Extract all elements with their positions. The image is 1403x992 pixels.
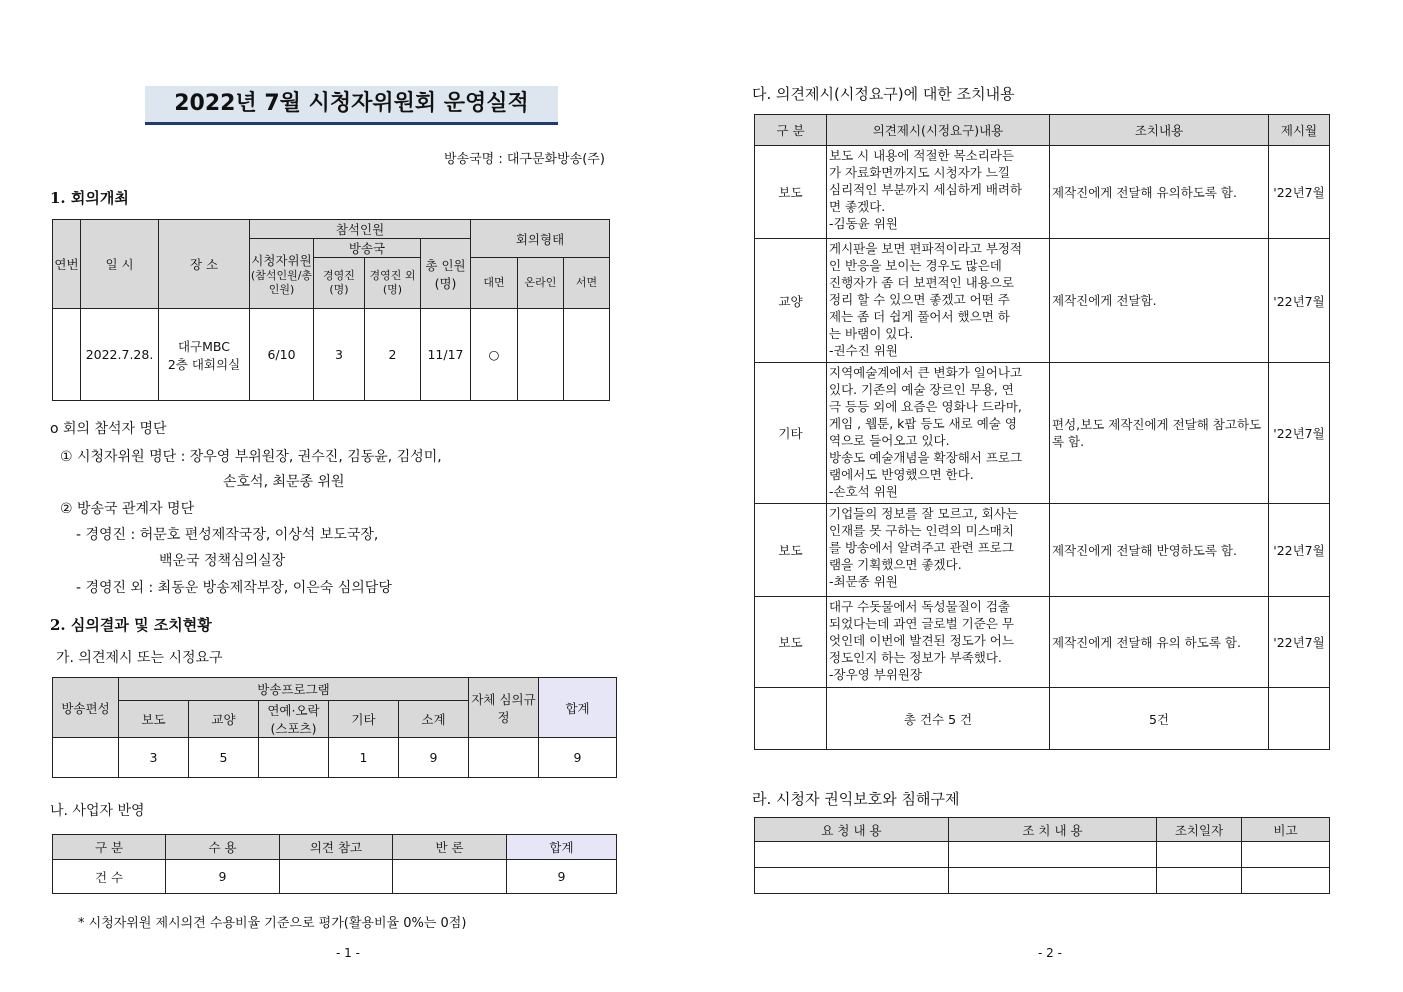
c-content xyxy=(827,363,1050,504)
b-reject xyxy=(393,860,507,894)
attendee-line: 손호석, 최문종 위원 xyxy=(223,474,345,490)
b-accept: 9 xyxy=(166,860,280,894)
page-title: 2022년 7월 시청자위원회 운영실적 xyxy=(145,86,558,125)
row-viewer: 6/10 xyxy=(250,309,314,401)
c-content xyxy=(827,146,1050,239)
c-line: -손호석 위원 xyxy=(829,484,898,499)
sub-b-heading: 나. 사업자 반영 xyxy=(50,803,145,819)
c-div: 보도 xyxy=(755,504,827,597)
c-div: 교양 xyxy=(755,239,827,363)
h-place: 장 소 xyxy=(159,220,250,309)
sub-d-heading: 라. 시청자 권익보호와 침해구제 xyxy=(752,790,960,808)
a-etc: 1 xyxy=(329,738,399,778)
row-written xyxy=(564,309,610,401)
h-sched: 방송편성 xyxy=(53,678,119,738)
h-req: 요 청 내 용 xyxy=(755,818,949,842)
row-no xyxy=(53,309,81,401)
c-div: 보도 xyxy=(755,597,827,688)
a-news: 3 xyxy=(119,738,189,778)
a-sum: 9 xyxy=(539,738,617,778)
d-cell xyxy=(1242,842,1330,868)
row-exec: 3 xyxy=(314,309,365,401)
h-act: 조 치 내 용 xyxy=(949,818,1157,842)
c-content xyxy=(827,504,1050,597)
c-line: 인 반응을 보이는 경우도 많은데 xyxy=(829,258,1002,273)
b-label: 건 수 xyxy=(53,860,166,894)
a-edu: 5 xyxy=(189,738,259,778)
h-total: 총 인원 (명) xyxy=(421,239,471,309)
h-div: 구 분 xyxy=(53,835,166,860)
row-date: 2022.7.28. xyxy=(81,309,159,401)
page-number-2: - 2 - xyxy=(1038,946,1062,960)
row-total: 11/17 xyxy=(421,309,471,401)
h-action: 조치내용 xyxy=(1050,115,1269,146)
row-place-2: 2층 대회의실 xyxy=(167,356,241,372)
c-month: '22년7월 xyxy=(1269,146,1330,239)
c-total-label: 총 건수 5 건 xyxy=(827,688,1050,750)
h-div: 구 분 xyxy=(755,115,827,146)
c-line: 인재를 못 구하는 인력의 미스매치 xyxy=(829,523,1014,538)
c-line: 진행자가 좀 더 보편적인 내용으로 xyxy=(829,275,1014,290)
c-action: 편성,보도 제작진에게 전달해 참고하도록 함. xyxy=(1050,363,1269,504)
c-line: 램을 기획했으면 좋겠다. xyxy=(829,557,962,572)
c-line: 정리 할 수 있으면 좋겠고 어떤 주 xyxy=(829,292,1010,307)
h-viewer-sub: (참석인원/총인원) xyxy=(250,268,313,296)
meeting-table xyxy=(52,219,610,401)
h-written: 서면 xyxy=(564,258,610,309)
h-sum: 합계 xyxy=(539,678,617,738)
a-sched xyxy=(53,738,119,778)
h-accept: 수 용 xyxy=(166,835,280,860)
c-line: 램에서도 반영했으면 한다. xyxy=(829,467,974,482)
h-face: 대면 xyxy=(471,258,518,309)
c-line: -최문종 위원 xyxy=(829,574,898,589)
h-self: 자체 심의규정 xyxy=(469,678,539,738)
a-self xyxy=(469,738,539,778)
d-cell xyxy=(1157,868,1242,894)
c-content xyxy=(827,239,1050,363)
h-etc: 기타 xyxy=(329,701,399,738)
c-line: 대구 수돗물에서 독성물질이 검출 xyxy=(829,599,1010,614)
h-nonexec: 경영진 외(명) xyxy=(365,258,421,309)
c-month: '22년7월 xyxy=(1269,239,1330,363)
row-online xyxy=(518,309,564,401)
c-action: 제작진에게 전달해 유의하도록 함. xyxy=(1050,146,1269,239)
h-date: 일 시 xyxy=(81,220,159,309)
c-line: 면 좋겠다. xyxy=(829,199,886,214)
c-line: 게시판을 보면 편파적이라고 부정적 xyxy=(829,241,1023,256)
c-content xyxy=(827,597,1050,688)
d-cell xyxy=(1242,868,1330,894)
c-total-action: 5건 xyxy=(1050,688,1269,750)
broadcaster-name: 방송국명 : 대구문화방송(주) xyxy=(444,152,605,167)
h-month: 제시월 xyxy=(1269,115,1330,146)
c-line: 기업들의 정보를 잘 모르고, 회사는 xyxy=(829,506,1018,521)
h-exec: 경영진(명) xyxy=(314,258,365,309)
a-ent xyxy=(259,738,329,778)
attendee-line: ① 시청자위원 명단 : 장우영 부위원장, 권수진, 김동윤, 김성미, xyxy=(60,449,442,465)
row-nonexec: 2 xyxy=(365,309,421,401)
footnote: * 시청자위원 제시의견 수용비율 기준으로 평가(활용비율 0%는 0점) xyxy=(78,916,467,931)
row-face: ○ xyxy=(471,309,518,401)
c-div: 보도 xyxy=(755,146,827,239)
attendee-line: ② 방송국 관계자 명단 xyxy=(60,501,195,517)
d-cell xyxy=(949,868,1157,894)
c-line: 방송도 예술개념을 확장해서 프로그 xyxy=(829,450,1023,465)
h-edu: 교양 xyxy=(189,701,259,738)
h-attend: 참석인원 xyxy=(250,220,471,239)
attendee-line: 백운국 정책심의실장 xyxy=(159,553,286,569)
c-action: 제작진에게 전달해 유의 하도록 함. xyxy=(1050,597,1269,688)
c-line: 는 바램이 있다. xyxy=(829,326,914,341)
c-line: -김동윤 위원 xyxy=(829,216,898,231)
h-station: 방송국 xyxy=(314,239,421,258)
b-ref xyxy=(280,860,393,894)
c-line: 있다. 기존의 예술 장르인 무용, 연 xyxy=(829,382,1014,397)
h-sub: 소계 xyxy=(399,701,469,738)
h-ref: 의견 참고 xyxy=(280,835,393,860)
c-line: -장우영 부위원장 xyxy=(829,667,923,682)
h-ent: 연예·오락(스포츠) xyxy=(259,701,329,738)
table-d xyxy=(754,817,1330,894)
h-form: 회의형태 xyxy=(471,220,610,258)
c-total-month xyxy=(1269,688,1330,750)
h-no: 연번 xyxy=(53,220,81,309)
d-cell xyxy=(949,842,1157,868)
c-month: '22년7월 xyxy=(1269,363,1330,504)
c-div: 기타 xyxy=(755,363,827,504)
c-line: 역으로 들어오고 있다. xyxy=(829,433,950,448)
sub-a-heading: 가. 의견제시 또는 시정요구 xyxy=(56,650,223,666)
c-action: 제작진에게 전달해 반영하도록 함. xyxy=(1050,504,1269,597)
c-line: 게임 , 웹툰, k팝 등도 새로 예술 영 xyxy=(829,416,1017,431)
attendees-title: o 회의 참석자 명단 xyxy=(50,421,167,437)
table-a xyxy=(52,677,617,778)
attendee-line: - 경영진 외 : 최동운 방송제작부장, 이은숙 심의담당 xyxy=(76,580,392,596)
c-line: 심리적인 부분까지 세심하게 배려하 xyxy=(829,182,1023,197)
table-c xyxy=(754,114,1330,750)
c-line: 지역예술계에서 큰 변화가 일어나고 xyxy=(829,365,1023,380)
h-news: 보도 xyxy=(119,701,189,738)
h-date: 조치일자 xyxy=(1157,818,1242,842)
d-cell xyxy=(1157,842,1242,868)
h-sum: 합계 xyxy=(507,835,617,860)
c-month: '22년7월 xyxy=(1269,504,1330,597)
h-content: 의견제시(시정요구)내용 xyxy=(827,115,1050,146)
table-b xyxy=(52,834,617,894)
c-total-empty xyxy=(755,688,827,750)
c-line: 제는 좀 더 쉽게 풀어서 했으면 하 xyxy=(829,309,1010,324)
h-online: 온라인 xyxy=(518,258,564,309)
a-sub: 9 xyxy=(399,738,469,778)
c-line: 를 방송에서 알려주고 관련 프로그 xyxy=(829,540,1014,555)
row-place-1: 대구MBC xyxy=(177,338,231,354)
h-program: 방송프로그램 xyxy=(119,678,469,701)
b-sum: 9 xyxy=(507,860,617,894)
h-viewer xyxy=(250,239,314,309)
section-1-heading: 1. 회의개최 xyxy=(50,189,129,207)
c-line: 보도 시 내용에 적절한 목소리라든 xyxy=(829,148,1014,163)
c-line: 극 등등 외에 요즘은 영화나 드라마, xyxy=(829,399,1022,414)
h-reject: 반 론 xyxy=(393,835,507,860)
page-number-1: - 1 - xyxy=(336,946,360,960)
c-line: -권수진 위원 xyxy=(829,343,898,358)
h-note: 비고 xyxy=(1242,818,1330,842)
c-line: 정도인지 하는 정보가 부족했다. xyxy=(829,650,1002,665)
c-line: 엇인데 이번에 발견된 정도가 어느 xyxy=(829,633,1014,648)
row-place xyxy=(159,309,250,401)
c-action: 제작진에게 전달함. xyxy=(1050,239,1269,363)
c-line: 되었다는데 과연 글로벌 기준은 무 xyxy=(829,616,1014,631)
c-month: '22년7월 xyxy=(1269,597,1330,688)
c-line: 가 자료화면까지도 시청자가 느낄 xyxy=(829,165,1010,180)
sub-c-heading: 다. 의견제시(시정요구)에 대한 조치내용 xyxy=(752,85,1015,103)
attendee-line: - 경영진 : 허문호 편성제작국장, 이상석 보도국장, xyxy=(76,527,379,543)
section-2-heading: 2. 심의결과 및 조치현황 xyxy=(50,616,212,634)
h-viewer-label: 시청자위원 xyxy=(251,252,312,268)
d-cell xyxy=(755,868,949,894)
d-cell xyxy=(755,842,949,868)
